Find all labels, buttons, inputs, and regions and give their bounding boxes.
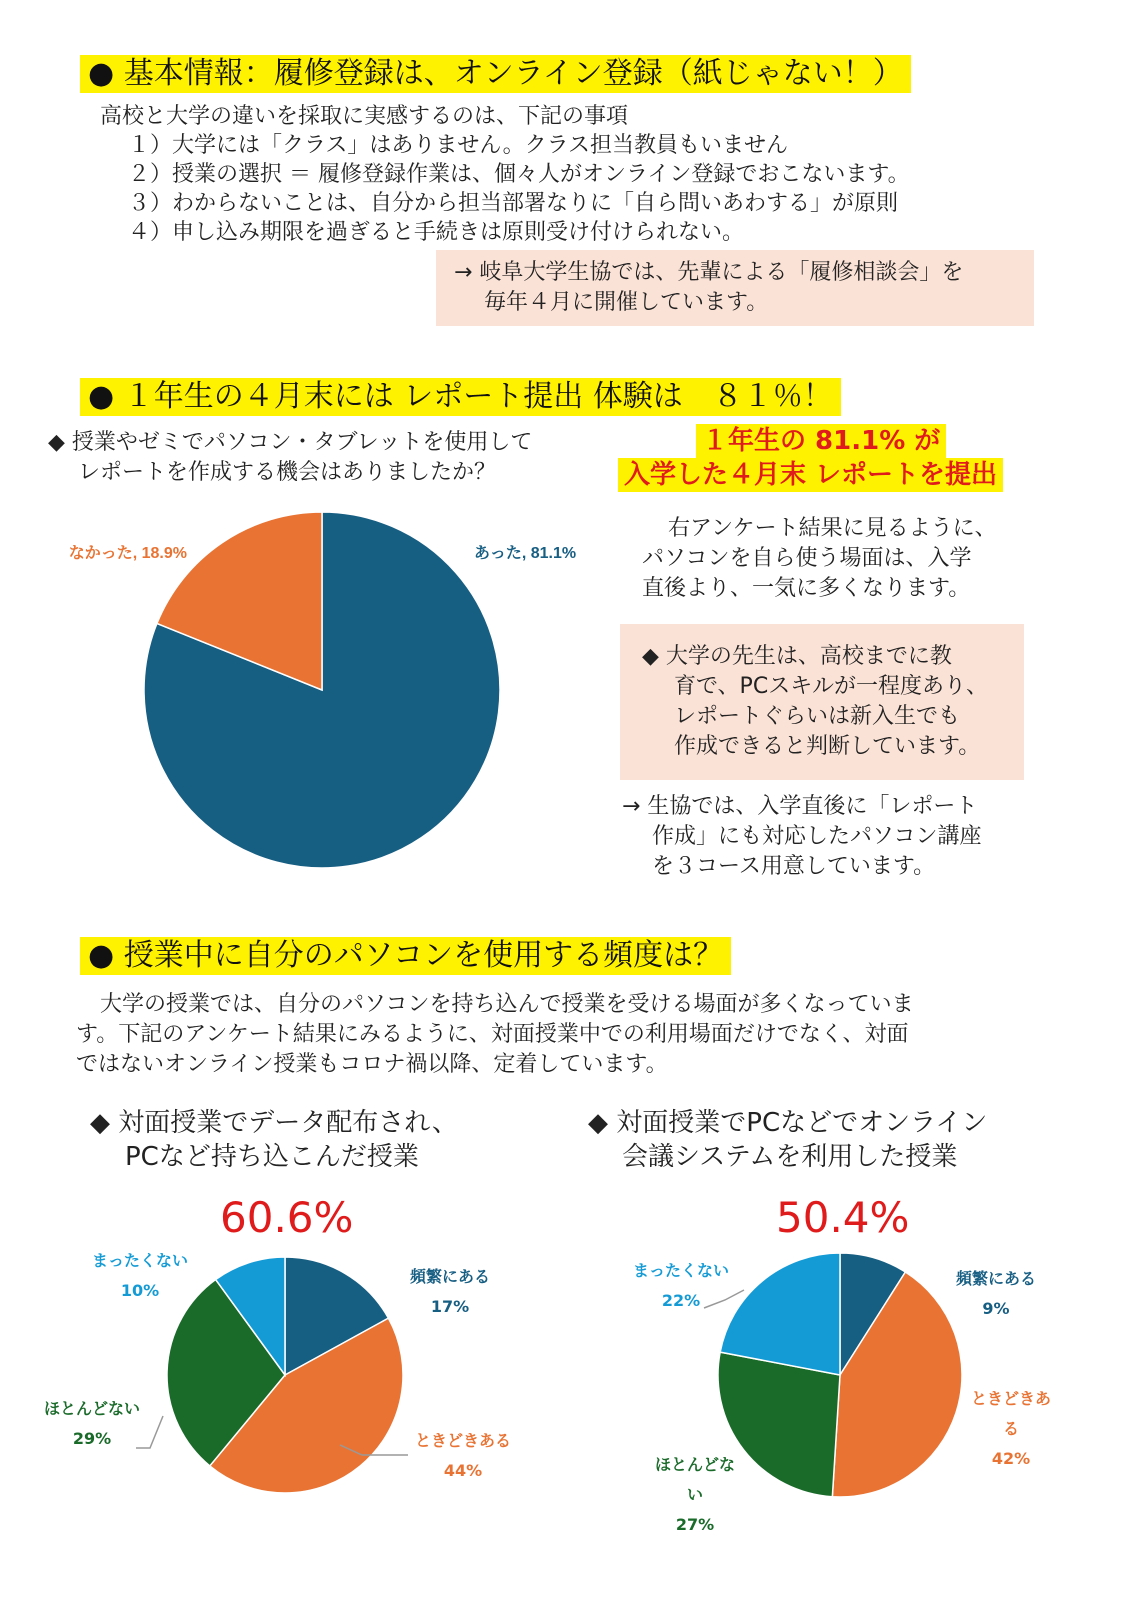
section3-paragraph-line-3: ではないオンライン授業もコロナ禍以降、定着しています。 <box>76 1052 668 1077</box>
pie3-label-frequent <box>936 1264 1056 1324</box>
pie2-frequent-name: 頻繁にある <box>409 1267 490 1286</box>
pie3-sometimes-value: 42% <box>991 1449 1031 1468</box>
coop-note-line-2: 作成」にも対応したパソコン講座 <box>652 824 982 849</box>
section1-item-2: ２）授業の選択 ＝ 履修登録作業は、個々人がオンライン登録でおこないます。 <box>128 162 910 187</box>
survey-question-line-1: ◆ 授業やゼミでパソコン・タブレットを使用して <box>48 430 533 455</box>
highlight-headline-1: １年生の 81.1% が <box>696 424 946 458</box>
rishu-note-line-1: → 岐阜大学生協では、先輩による「履修相談会」を <box>454 260 964 285</box>
pie3-label-sometimes <box>966 1384 1056 1474</box>
pie3-never-value: 22% <box>661 1291 701 1310</box>
section2-body-line-2: パソコンを自ら使う場面は、入学 <box>642 546 972 571</box>
pie3-never-name: まったくない <box>632 1261 729 1280</box>
left-chart-title-line-2: PCなど持ち込こんだ授業 <box>125 1142 419 1172</box>
pie2-frequent-value: 17% <box>430 1297 470 1316</box>
teacher-note-line-1: ◆ 大学の先生は、高校までに教 <box>642 644 952 669</box>
section1-intro: 高校と大学の違いを採取に実感するのは、下記の事項 <box>100 104 629 129</box>
pie2-rarely-value: 29% <box>72 1429 112 1448</box>
pie3-label-rarely <box>650 1450 740 1540</box>
pie2-rarely-name: ほとんどない <box>43 1399 140 1418</box>
section3-paragraph-line-1: 大学の授業では、自分のパソコンを持ち込んで授業を受ける場面が多くなっていま <box>100 992 914 1017</box>
rishu-note-line-2: 毎年４月に開催しています。 <box>484 290 769 315</box>
coop-note-line-1: → 生協では、入学直後に「レポート <box>622 794 978 819</box>
left-chart-title-line-1: ◆ 対面授業でデータ配布され、 <box>90 1108 458 1138</box>
survey-question-line-2: レポートを作成する機会はありましたか？ <box>78 460 497 485</box>
section1-heading: ● 基本情報：履修登録は、オンライン登録（紙じゃない！） <box>80 55 911 93</box>
pie2-sometimes-value: 44% <box>443 1461 483 1480</box>
pie2-never-value: 10% <box>120 1281 160 1300</box>
pie3-label-never <box>616 1256 746 1316</box>
section1-item-1: １）大学には「クラス」はありません。クラス担当教員もいません <box>128 133 789 158</box>
pie3-sometimes-name: ときどきある <box>970 1389 1051 1438</box>
pie1-label-nakatta: なかった, 18.9% <box>68 545 187 562</box>
section2-heading: ● １年生の４月末には レポート提出 体験は ８１％！ <box>80 378 841 416</box>
pie3-rarely-name: ほとんどない <box>654 1455 735 1504</box>
section2-body-line-1: 右アンケート結果に見るように、 <box>668 516 997 541</box>
pie2-never-name: まったくない <box>91 1251 188 1270</box>
coop-note-line-3: を３コース用意しています。 <box>652 854 936 879</box>
pie1-label-atta: あった, 81.1% <box>474 545 577 562</box>
section2-body-line-3: 直後より、一気に多くなります。 <box>642 576 971 601</box>
left-chart-total: 60.6% <box>220 1193 354 1242</box>
section1-item-4: ４）申し込み期限を過ぎると手続きは原則受け付けられない。 <box>128 220 745 245</box>
right-chart-total: 50.4% <box>776 1193 910 1242</box>
pie2-label-frequent <box>390 1262 510 1322</box>
teacher-note-box <box>620 624 1024 780</box>
right-chart-title-line-2: 会議システムを利用した授業 <box>622 1142 958 1172</box>
section1-item-3: ３）わからないことは、自分から担当部署なりに「自ら問いあわする」が原則 <box>128 191 899 216</box>
pie2-sometimes-name: ときどきある <box>414 1431 511 1450</box>
right-chart-title-line-1: ◆ 対面授業でPCなどでオンライン <box>588 1108 988 1138</box>
pie2-label-sometimes <box>408 1426 518 1486</box>
section3-heading: ● 授業中に自分のパソコンを使用する頻度は？ <box>80 937 731 975</box>
teacher-note-line-4: 作成できると判断しています。 <box>674 734 981 759</box>
pie3-rarely-value: 27% <box>675 1515 715 1534</box>
highlight-headline-2: 入学した４月末 レポートを提出 <box>618 458 1003 492</box>
section3-paragraph-line-2: す。下記のアンケート結果にみるように、対面授業中での利用場面だけでなく、対面 <box>76 1022 909 1047</box>
teacher-note-line-3: レポートぐらいは新入生でも <box>674 704 961 729</box>
pie2-label-rarely <box>40 1394 144 1454</box>
pie2-label-never <box>80 1246 200 1306</box>
report-pie-chart <box>0 0 620 900</box>
teacher-note-line-2: 育で、PCスキルが一程度あり、 <box>674 674 988 699</box>
pie3-frequent-name: 頻繁にある <box>955 1269 1036 1288</box>
pie3-frequent-value: 9% <box>982 1299 1010 1318</box>
